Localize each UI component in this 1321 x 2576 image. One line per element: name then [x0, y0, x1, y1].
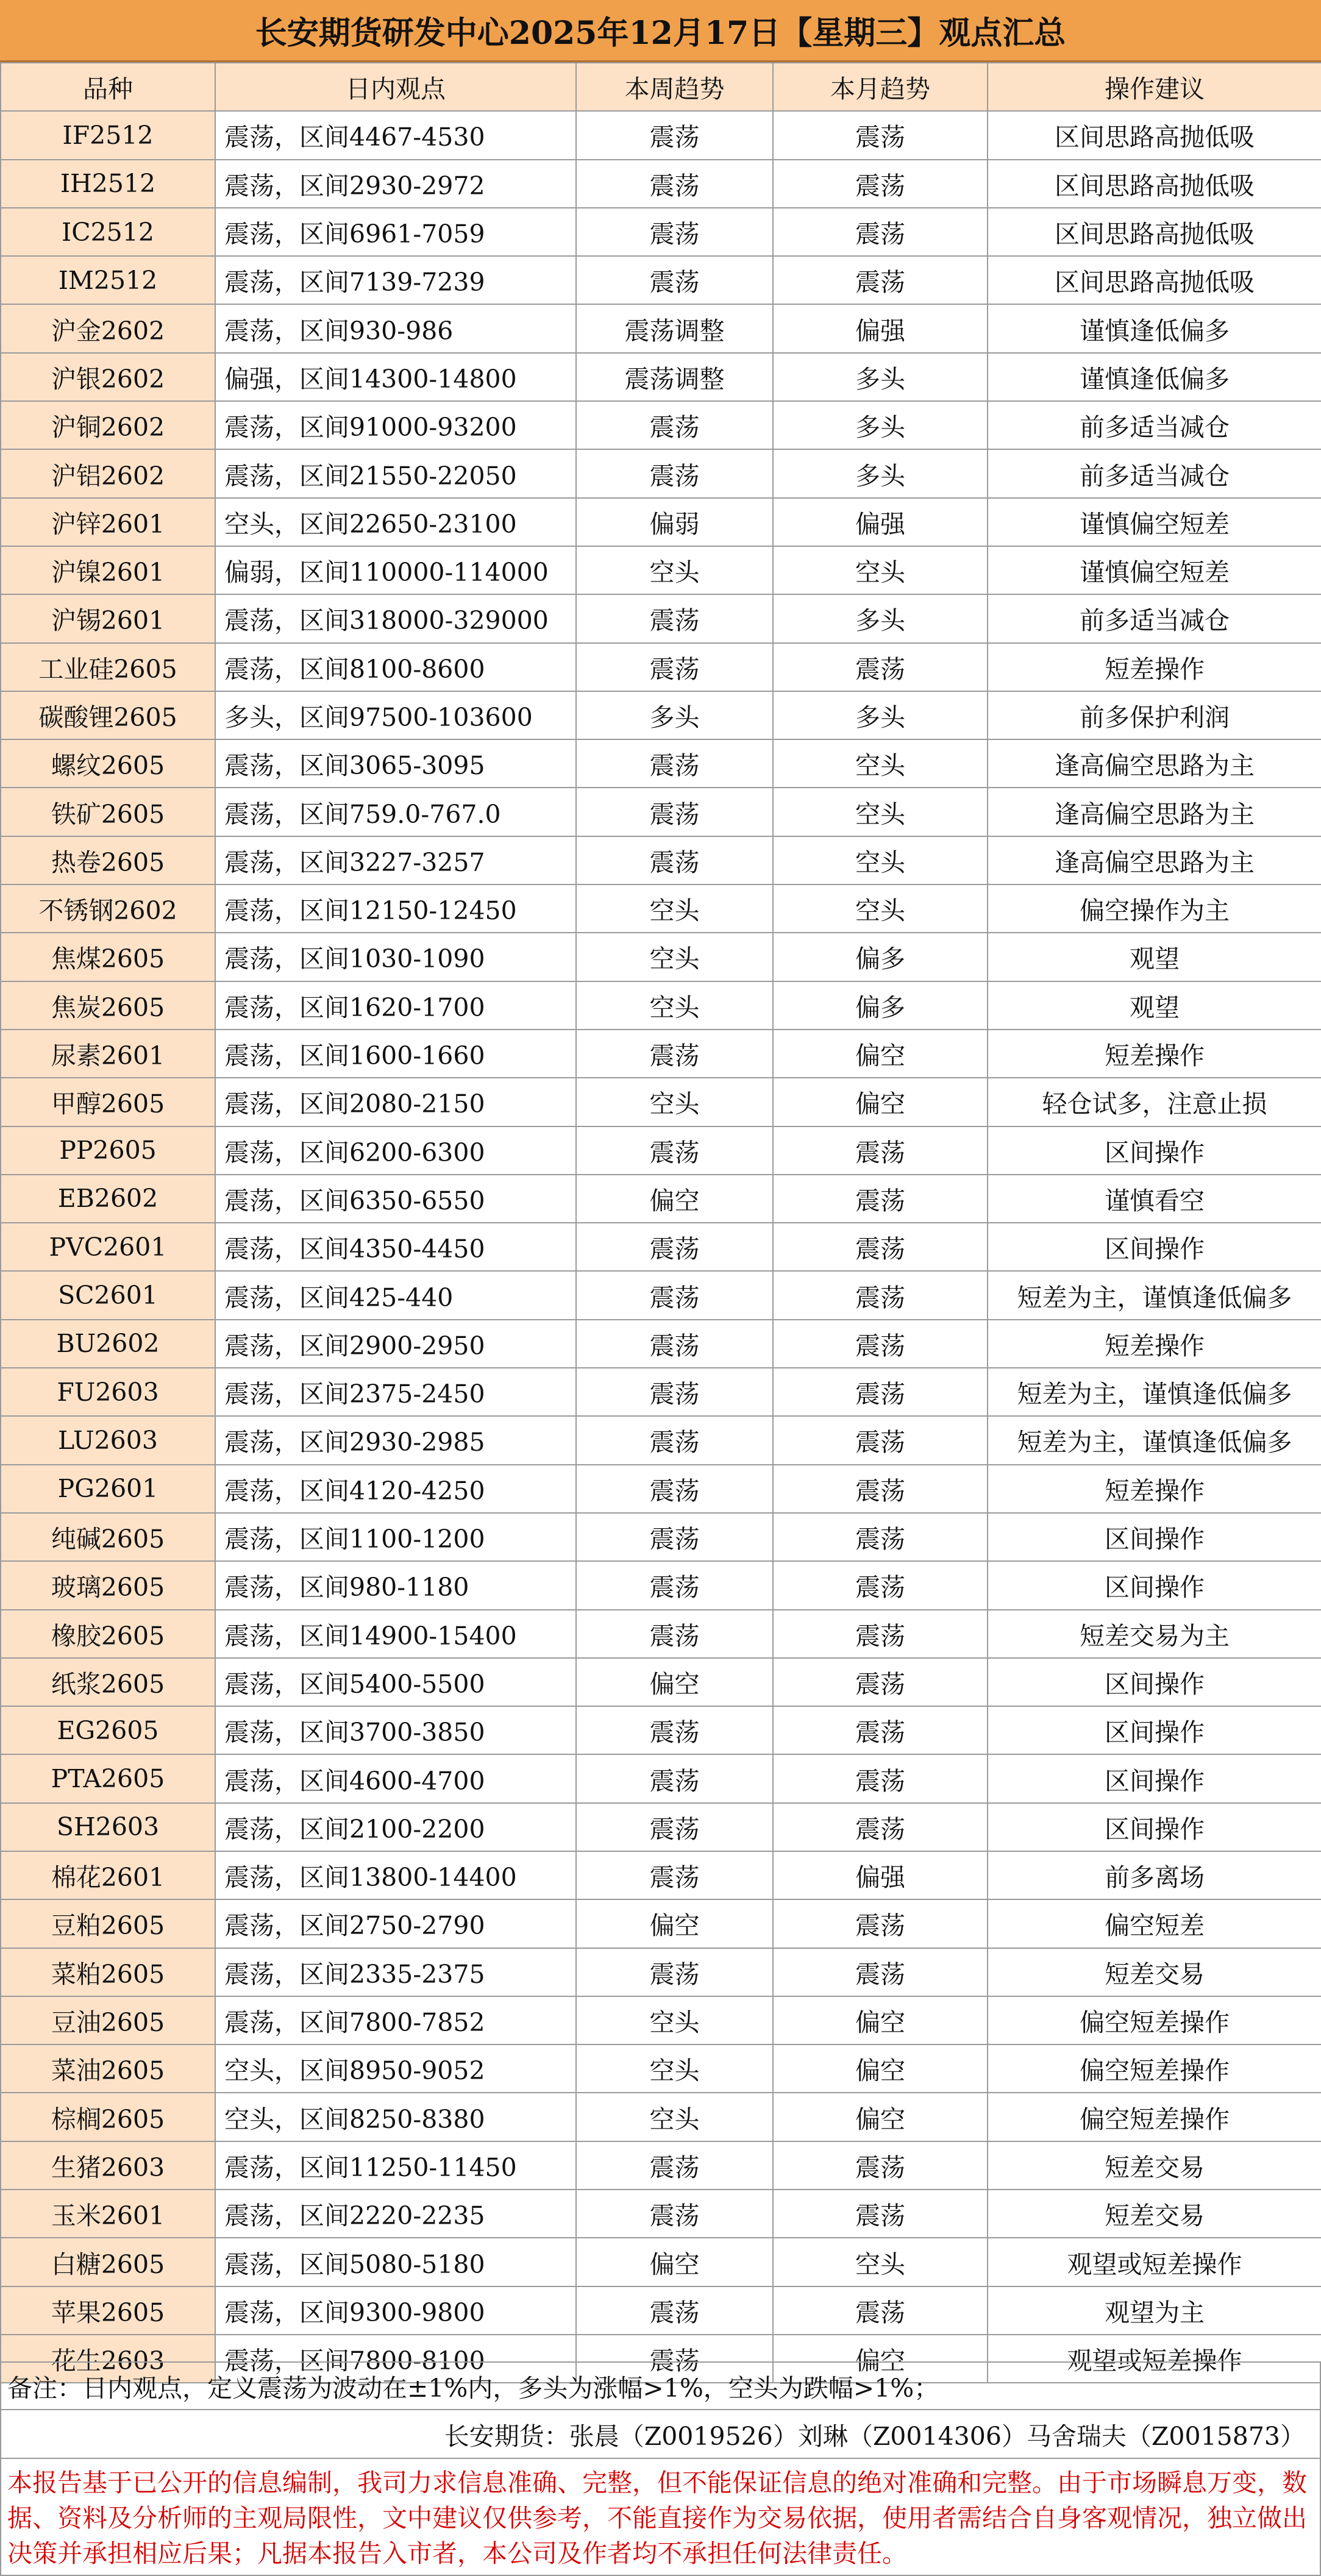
table-row — [1, 304, 1321, 352]
table-row — [1, 1706, 1321, 1754]
variety-cell: 玻璃2605 — [1, 1561, 215, 1609]
table-row — [1, 1368, 1321, 1416]
intraday-cell: 震荡，区间21550-22050 — [215, 449, 576, 497]
weekly-trend-cell: 空头 — [576, 2044, 773, 2093]
table-row — [1, 1320, 1321, 1368]
advice-cell: 谨慎逢低偏多 — [988, 304, 1321, 352]
monthly-trend-cell: 震荡 — [773, 643, 988, 691]
advice-cell: 短差操作 — [988, 1030, 1321, 1078]
weekly-trend-cell: 震荡 — [576, 1030, 773, 1078]
intraday-cell: 震荡，区间5400-5500 — [215, 1658, 576, 1706]
weekly-trend-cell: 偏弱 — [576, 498, 773, 546]
advice-cell: 短差为主，谨慎逢低偏多 — [988, 1368, 1321, 1416]
weekly-trend-cell: 震荡 — [576, 1223, 773, 1271]
monthly-trend-cell: 震荡 — [773, 1320, 988, 1368]
intraday-cell: 震荡，区间3065-3095 — [215, 739, 576, 788]
advice-cell: 区间操作 — [988, 1126, 1321, 1175]
advice-cell: 偏空操作为主 — [988, 884, 1321, 933]
table-row — [1, 836, 1321, 884]
weekly-trend-cell: 多头 — [576, 691, 773, 739]
advice-cell: 逢高偏空思路为主 — [988, 836, 1321, 884]
weekly-trend-cell: 偏空 — [576, 2238, 773, 2286]
table-row — [1, 2190, 1321, 2238]
analyst-credits: 长安期货：张晨（Z0019526）刘琳（Z0014306）马舍瑞夫（Z0015873） — [0, 2410, 1321, 2459]
monthly-trend-cell: 震荡 — [773, 1899, 988, 1948]
table-row — [1, 1465, 1321, 1513]
table-row — [1, 2093, 1321, 2141]
intraday-cell: 震荡，区间6350-6550 — [215, 1175, 576, 1223]
table-row — [1, 788, 1321, 836]
table-row — [1, 401, 1321, 449]
variety-cell: PG2601 — [1, 1465, 215, 1513]
weekly-trend-cell: 空头 — [576, 1078, 773, 1126]
variety-cell: PVC2601 — [1, 1223, 215, 1271]
monthly-trend-cell: 震荡 — [773, 1658, 988, 1706]
monthly-trend-cell: 偏空 — [773, 2044, 988, 2093]
table-row — [1, 160, 1321, 208]
intraday-cell: 震荡，区间1100-1200 — [215, 1513, 576, 1561]
intraday-cell: 震荡，区间7800-8100 — [215, 2335, 576, 2383]
advice-cell: 谨慎偏空短差 — [988, 498, 1321, 546]
header-variety: 品种 — [1, 63, 215, 111]
advice-cell: 区间操作 — [988, 1803, 1321, 1851]
advice-cell: 短差为主，谨慎逢低偏多 — [988, 1416, 1321, 1464]
advice-cell: 逢高偏空思路为主 — [988, 788, 1321, 836]
advice-cell: 短差操作 — [988, 643, 1321, 691]
monthly-trend-cell: 震荡 — [773, 1610, 988, 1658]
monthly-trend-cell: 偏强 — [773, 498, 988, 546]
variety-cell: 菜粕2605 — [1, 1948, 215, 1996]
variety-cell: 豆油2605 — [1, 1996, 215, 2044]
table-row — [1, 546, 1321, 594]
monthly-trend-cell: 震荡 — [773, 256, 988, 304]
advice-cell: 轻仓试多，注意止损 — [988, 1078, 1321, 1126]
intraday-cell: 震荡，区间2335-2375 — [215, 1948, 576, 1996]
variety-cell: BU2602 — [1, 1320, 215, 1368]
table-row — [1, 1948, 1321, 1996]
table-row — [1, 981, 1321, 1030]
advice-cell: 短差操作 — [988, 1320, 1321, 1368]
table-row — [1, 643, 1321, 691]
table-row — [1, 933, 1321, 981]
weekly-trend-cell: 震荡 — [576, 2190, 773, 2238]
variety-cell: EB2602 — [1, 1175, 215, 1223]
table-row — [1, 594, 1321, 642]
monthly-trend-cell: 震荡 — [773, 1465, 988, 1513]
weekly-trend-cell: 震荡 — [576, 1416, 773, 1464]
monthly-trend-cell: 偏空 — [773, 2093, 988, 2141]
variety-cell: 苹果2605 — [1, 2286, 215, 2335]
advice-cell: 区间思路高抛低吸 — [988, 160, 1321, 208]
variety-cell: 螺纹2605 — [1, 739, 215, 788]
advice-cell: 短差交易 — [988, 2141, 1321, 2190]
table-row — [1, 1610, 1321, 1658]
weekly-trend-cell: 震荡 — [576, 1706, 773, 1754]
table-row — [1, 1126, 1321, 1175]
weekly-trend-cell: 震荡 — [576, 1271, 773, 1319]
variety-cell: 工业硅2605 — [1, 643, 215, 691]
monthly-trend-cell: 震荡 — [773, 1706, 988, 1754]
advice-cell: 短差交易为主 — [988, 1610, 1321, 1658]
variety-cell: 沪铜2602 — [1, 401, 215, 449]
table-row — [1, 2141, 1321, 2190]
intraday-cell: 震荡，区间11250-11450 — [215, 2141, 576, 2190]
weekly-trend-cell: 震荡 — [576, 1803, 773, 1851]
monthly-trend-cell: 空头 — [773, 788, 988, 836]
table-row — [1, 1416, 1321, 1464]
intraday-cell: 偏弱，区间110000-114000 — [215, 546, 576, 594]
monthly-trend-cell: 震荡 — [773, 1513, 988, 1561]
disclaimer: 本报告基于已公开的信息编制，我司力求信息准确、完整，但不能保证信息的绝对准确和完整。由于市场瞬息万变，数据、资料及分析师的主观局限性，文中建议仅供参考，不能直接作为交易依据，使用者需结合自身客观情况，独立做出决策并承担相应后果；凡据本报告入市者，本公司及作者均不承担任何法律责任。 — [0, 2459, 1321, 2576]
intraday-cell: 震荡，区间1030-1090 — [215, 933, 576, 981]
advice-cell: 偏空短差操作 — [988, 1996, 1321, 2044]
advice-cell: 区间思路高抛低吸 — [988, 111, 1321, 159]
weekly-trend-cell: 震荡 — [576, 1368, 773, 1416]
table-header-row — [1, 63, 1321, 111]
variety-cell: 橡胶2605 — [1, 1610, 215, 1658]
variety-cell: 玉米2601 — [1, 2190, 215, 2238]
monthly-trend-cell: 多头 — [773, 691, 988, 739]
variety-cell: 不锈钢2602 — [1, 884, 215, 933]
monthly-trend-cell: 震荡 — [773, 160, 988, 208]
monthly-trend-cell: 震荡 — [773, 1948, 988, 1996]
advice-cell: 谨慎逢低偏多 — [988, 353, 1321, 401]
table-row — [1, 1561, 1321, 1609]
weekly-trend-cell: 空头 — [576, 2093, 773, 2141]
intraday-cell: 震荡，区间4600-4700 — [215, 1754, 576, 1802]
weekly-trend-cell: 震荡 — [576, 1948, 773, 1996]
intraday-cell: 震荡，区间6200-6300 — [215, 1126, 576, 1175]
intraday-cell: 震荡，区间5080-5180 — [215, 2238, 576, 2286]
weekly-trend-cell: 震荡 — [576, 256, 773, 304]
monthly-trend-cell: 空头 — [773, 836, 988, 884]
intraday-cell: 震荡，区间12150-12450 — [215, 884, 576, 933]
monthly-trend-cell: 震荡 — [773, 1754, 988, 1802]
variety-cell: LU2603 — [1, 1416, 215, 1464]
weekly-trend-cell: 震荡 — [576, 111, 773, 159]
weekly-trend-cell: 震荡 — [576, 1465, 773, 1513]
table-row — [1, 2044, 1321, 2093]
table-row — [1, 111, 1321, 159]
header-monthly: 本月趋势 — [773, 63, 988, 111]
variety-cell: 沪锌2601 — [1, 498, 215, 546]
advice-cell: 谨慎偏空短差 — [988, 546, 1321, 594]
advice-cell: 短差交易 — [988, 1948, 1321, 1996]
intraday-cell: 震荡，区间8100-8600 — [215, 643, 576, 691]
intraday-cell: 震荡，区间2930-2972 — [215, 160, 576, 208]
intraday-cell: 震荡，区间2080-2150 — [215, 1078, 576, 1126]
variety-cell: IF2512 — [1, 111, 215, 159]
variety-cell: 甲醇2605 — [1, 1078, 215, 1126]
table-row — [1, 1078, 1321, 1126]
table-row — [1, 2238, 1321, 2286]
weekly-trend-cell: 震荡 — [576, 1851, 773, 1899]
advice-cell: 观望 — [988, 933, 1321, 981]
weekly-trend-cell: 震荡 — [576, 160, 773, 208]
variety-cell: 焦炭2605 — [1, 981, 215, 1030]
weekly-trend-cell: 偏空 — [576, 1175, 773, 1223]
weekly-trend-cell: 空头 — [576, 1996, 773, 2044]
monthly-trend-cell: 震荡 — [773, 1561, 988, 1609]
variety-cell: 沪铝2602 — [1, 449, 215, 497]
weekly-trend-cell: 震荡 — [576, 208, 773, 256]
table-row — [1, 1803, 1321, 1851]
monthly-trend-cell: 震荡 — [773, 1416, 988, 1464]
monthly-trend-cell: 空头 — [773, 884, 988, 933]
intraday-cell: 震荡，区间1620-1700 — [215, 981, 576, 1030]
weekly-trend-cell: 空头 — [576, 884, 773, 933]
monthly-trend-cell: 空头 — [773, 739, 988, 788]
variety-cell: 纸浆2605 — [1, 1658, 215, 1706]
intraday-cell: 震荡，区间4350-4450 — [215, 1223, 576, 1271]
variety-cell: SC2601 — [1, 1271, 215, 1319]
table-row — [1, 1271, 1321, 1319]
weekly-trend-cell: 震荡 — [576, 788, 773, 836]
monthly-trend-cell: 震荡 — [773, 2190, 988, 2238]
table-row — [1, 353, 1321, 401]
header-intraday: 日内观点 — [215, 63, 576, 111]
advice-cell: 短差为主，谨慎逢低偏多 — [988, 1271, 1321, 1319]
advice-cell: 前多保护利润 — [988, 691, 1321, 739]
intraday-cell: 震荡，区间2930-2985 — [215, 1416, 576, 1464]
variety-cell: 生猪2603 — [1, 2141, 215, 2190]
variety-cell: IH2512 — [1, 160, 215, 208]
variety-cell: 沪银2602 — [1, 353, 215, 401]
weekly-trend-cell: 震荡 — [576, 836, 773, 884]
variety-cell: 棉花2601 — [1, 1851, 215, 1899]
advice-cell: 区间思路高抛低吸 — [988, 256, 1321, 304]
table-body — [1, 111, 1321, 2383]
weekly-trend-cell: 震荡 — [576, 2141, 773, 2190]
variety-cell: 豆粕2605 — [1, 1899, 215, 1948]
weekly-trend-cell: 空头 — [576, 933, 773, 981]
weekly-trend-cell: 震荡 — [576, 1561, 773, 1609]
variety-cell: 白糖2605 — [1, 2238, 215, 2286]
monthly-trend-cell: 偏空 — [773, 1078, 988, 1126]
advice-cell: 谨慎看空 — [988, 1175, 1321, 1223]
advice-cell: 偏空短差 — [988, 1899, 1321, 1948]
advice-cell: 区间操作 — [988, 1658, 1321, 1706]
intraday-cell: 多头，区间97500-103600 — [215, 691, 576, 739]
table-row — [1, 1899, 1321, 1948]
weekly-trend-cell: 偏空 — [576, 1899, 773, 1948]
weekly-trend-cell: 震荡 — [576, 449, 773, 497]
table-row — [1, 1223, 1321, 1271]
table-row — [1, 1658, 1321, 1706]
intraday-cell: 震荡，区间2220-2235 — [215, 2190, 576, 2238]
intraday-cell: 震荡，区间4467-4530 — [215, 111, 576, 159]
weekly-trend-cell: 震荡 — [576, 2286, 773, 2335]
advice-cell: 偏空短差操作 — [988, 2044, 1321, 2093]
monthly-trend-cell: 多头 — [773, 594, 988, 642]
monthly-trend-cell: 震荡 — [773, 1223, 988, 1271]
intraday-cell: 震荡，区间2900-2950 — [215, 1320, 576, 1368]
monthly-trend-cell: 震荡 — [773, 111, 988, 159]
monthly-trend-cell: 偏多 — [773, 981, 988, 1030]
variety-cell: 沪金2602 — [1, 304, 215, 352]
monthly-trend-cell: 多头 — [773, 353, 988, 401]
monthly-trend-cell: 震荡 — [773, 208, 988, 256]
intraday-cell: 震荡，区间425-440 — [215, 1271, 576, 1319]
table-row — [1, 1513, 1321, 1561]
advice-cell: 前多离场 — [988, 1851, 1321, 1899]
weekly-trend-cell: 震荡 — [576, 1754, 773, 1802]
variety-cell: 尿素2601 — [1, 1030, 215, 1078]
intraday-cell: 震荡，区间7800-7852 — [215, 1996, 576, 2044]
intraday-cell: 偏强，区间14300-14800 — [215, 353, 576, 401]
variety-cell: FU2603 — [1, 1368, 215, 1416]
variety-cell: 热卷2605 — [1, 836, 215, 884]
monthly-trend-cell: 震荡 — [773, 2286, 988, 2335]
intraday-cell: 震荡，区间2750-2790 — [215, 1899, 576, 1948]
intraday-cell: 震荡，区间318000-329000 — [215, 594, 576, 642]
monthly-trend-cell: 偏多 — [773, 933, 988, 981]
variety-cell: 焦煤2605 — [1, 933, 215, 981]
variety-cell: 碳酸锂2605 — [1, 691, 215, 739]
advice-cell: 观望 — [988, 981, 1321, 1030]
weekly-trend-cell: 震荡 — [576, 739, 773, 788]
table-row — [1, 1754, 1321, 1802]
variety-cell: 棕榈2605 — [1, 2093, 215, 2141]
monthly-trend-cell: 空头 — [773, 546, 988, 594]
variety-cell: PTA2605 — [1, 1754, 215, 1802]
advice-cell: 观望或短差操作 — [988, 2238, 1321, 2286]
intraday-cell: 震荡，区间91000-93200 — [215, 401, 576, 449]
variety-cell: PP2605 — [1, 1126, 215, 1175]
table-row — [1, 256, 1321, 304]
intraday-cell: 震荡，区间3227-3257 — [215, 836, 576, 884]
variety-cell: SH2603 — [1, 1803, 215, 1851]
advice-cell: 区间操作 — [988, 1561, 1321, 1609]
monthly-trend-cell: 偏空 — [773, 2335, 988, 2383]
variety-cell: 铁矿2605 — [1, 788, 215, 836]
table-row — [1, 1851, 1321, 1899]
table-row — [1, 498, 1321, 546]
advice-cell: 观望为主 — [988, 2286, 1321, 2335]
variety-cell: 菜油2605 — [1, 2044, 215, 2093]
table-row — [1, 691, 1321, 739]
monthly-trend-cell: 震荡 — [773, 1271, 988, 1319]
weekly-trend-cell: 震荡 — [576, 2335, 773, 2383]
advice-cell: 观望或短差操作 — [988, 2335, 1321, 2383]
intraday-cell: 空头，区间8250-8380 — [215, 2093, 576, 2141]
monthly-trend-cell: 偏强 — [773, 1851, 988, 1899]
weekly-trend-cell: 震荡 — [576, 643, 773, 691]
table-row — [1, 884, 1321, 933]
weekly-trend-cell: 震荡 — [576, 1320, 773, 1368]
variety-cell: 沪镍2601 — [1, 546, 215, 594]
intraday-cell: 震荡，区间2375-2450 — [215, 1368, 576, 1416]
table-row — [1, 1996, 1321, 2044]
monthly-trend-cell: 偏强 — [773, 304, 988, 352]
intraday-cell: 空头，区间8950-9052 — [215, 2044, 576, 2093]
advice-cell: 区间思路高抛低吸 — [988, 208, 1321, 256]
advice-cell: 短差交易 — [988, 2190, 1321, 2238]
advice-cell: 逢高偏空思路为主 — [988, 739, 1321, 788]
advice-cell: 前多适当减仓 — [988, 594, 1321, 642]
intraday-cell: 震荡，区间4120-4250 — [215, 1465, 576, 1513]
intraday-cell: 震荡，区间980-1180 — [215, 1561, 576, 1609]
weekly-trend-cell: 震荡 — [576, 1610, 773, 1658]
advice-cell: 前多适当减仓 — [988, 401, 1321, 449]
footnote: 备注：日内观点，定义震荡为波动在±1%内，多头为涨幅>1%，空头为跌幅>1%； — [0, 2361, 1321, 2410]
intraday-cell: 震荡，区间13800-14400 — [215, 1851, 576, 1899]
monthly-trend-cell: 震荡 — [773, 1368, 988, 1416]
advice-cell: 区间操作 — [988, 1223, 1321, 1271]
monthly-trend-cell: 多头 — [773, 401, 988, 449]
monthly-trend-cell: 空头 — [773, 2238, 988, 2286]
weekly-trend-cell: 空头 — [576, 981, 773, 1030]
monthly-trend-cell: 震荡 — [773, 2141, 988, 2190]
weekly-trend-cell: 震荡调整 — [576, 353, 773, 401]
variety-cell: 纯碱2605 — [1, 1513, 215, 1561]
intraday-cell: 震荡，区间930-986 — [215, 304, 576, 352]
monthly-trend-cell: 震荡 — [773, 1175, 988, 1223]
monthly-trend-cell: 偏空 — [773, 1996, 988, 2044]
intraday-cell: 震荡，区间759.0-767.0 — [215, 788, 576, 836]
table-row — [1, 449, 1321, 497]
monthly-trend-cell: 震荡 — [773, 1803, 988, 1851]
table-row — [1, 2286, 1321, 2335]
monthly-trend-cell: 震荡 — [773, 1126, 988, 1175]
weekly-trend-cell: 空头 — [576, 546, 773, 594]
table-row — [1, 1030, 1321, 1078]
outlook-table — [0, 62, 1321, 2383]
weekly-trend-cell: 震荡 — [576, 401, 773, 449]
monthly-trend-cell: 多头 — [773, 449, 988, 497]
intraday-cell: 震荡，区间6961-7059 — [215, 208, 576, 256]
advice-cell: 偏空短差操作 — [988, 2093, 1321, 2141]
variety-cell: IM2512 — [1, 256, 215, 304]
intraday-cell: 震荡，区间3700-3850 — [215, 1706, 576, 1754]
advice-cell: 区间操作 — [988, 1513, 1321, 1561]
variety-cell: 花生2603 — [1, 2335, 215, 2383]
header-weekly: 本周趋势 — [576, 63, 773, 111]
weekly-trend-cell: 震荡 — [576, 594, 773, 642]
intraday-cell: 震荡，区间9300-9800 — [215, 2286, 576, 2335]
table-row — [1, 739, 1321, 788]
intraday-cell: 震荡，区间14900-15400 — [215, 1610, 576, 1658]
variety-cell: IC2512 — [1, 208, 215, 256]
advice-cell: 短差操作 — [988, 1465, 1321, 1513]
weekly-trend-cell: 偏空 — [576, 1658, 773, 1706]
header-advice: 操作建议 — [988, 63, 1321, 111]
intraday-cell: 空头，区间22650-23100 — [215, 498, 576, 546]
table-row — [1, 208, 1321, 256]
advice-cell: 区间操作 — [988, 1706, 1321, 1754]
weekly-trend-cell: 震荡 — [576, 1126, 773, 1175]
variety-cell: EG2605 — [1, 1706, 215, 1754]
intraday-cell: 震荡，区间1600-1660 — [215, 1030, 576, 1078]
monthly-trend-cell: 偏空 — [773, 1030, 988, 1078]
intraday-cell: 震荡，区间2100-2200 — [215, 1803, 576, 1851]
table-row — [1, 1175, 1321, 1223]
report-title: 长安期货研发中心2025年12月17日【星期三】观点汇总 — [0, 0, 1321, 62]
advice-cell: 区间操作 — [988, 1754, 1321, 1802]
weekly-trend-cell: 震荡调整 — [576, 304, 773, 352]
intraday-cell: 震荡，区间7139-7239 — [215, 256, 576, 304]
weekly-trend-cell: 震荡 — [576, 1513, 773, 1561]
variety-cell: 沪锡2601 — [1, 594, 215, 642]
advice-cell: 前多适当减仓 — [988, 449, 1321, 497]
